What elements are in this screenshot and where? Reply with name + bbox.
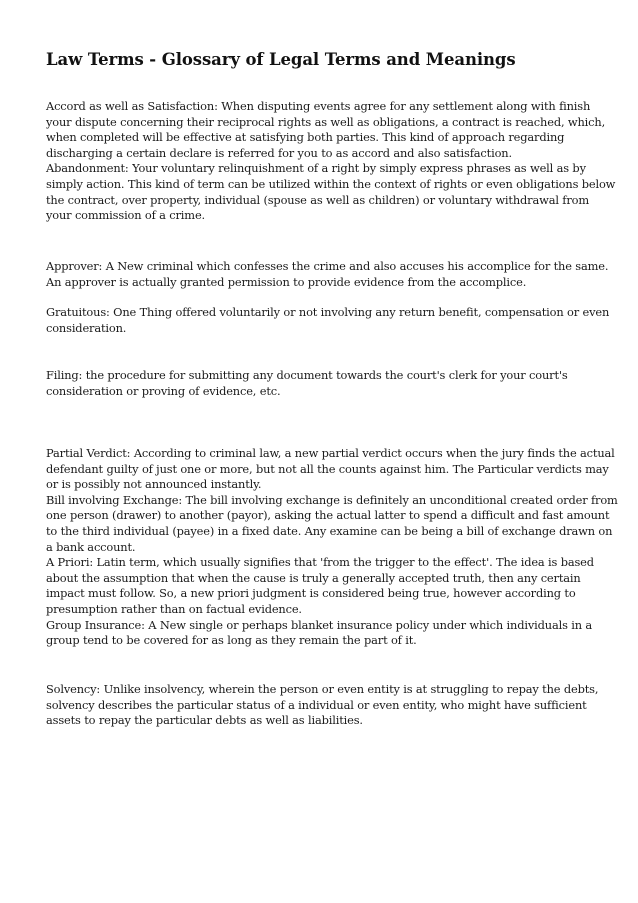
text-line: impact must follow. So, a new priori judgment is considered being true, however according to bbox=[46, 586, 576, 601]
text-line: Group Insurance: A New single or perhaps blanket insurance policy under which individuals in a bbox=[46, 617, 593, 632]
text-line: defendant guilty of just one or more, but not all the counts against him. The Particular verdicts may bbox=[46, 461, 609, 476]
text-line: about the assumption that when the cause is truly a generally accepted truth, then any certain bbox=[46, 570, 581, 585]
paragraph-approver bbox=[46, 259, 609, 290]
text-line: Accord as well as Satisfaction: When disputing events agree for any settlement along with finish bbox=[46, 99, 591, 113]
text-line: solvency describes the particular status of a individual or even entity, who might have sufficient bbox=[46, 697, 587, 712]
text-line: Filing: the procedure for submitting any document towards the court's clerk for your court's bbox=[46, 368, 568, 382]
text-line: consideration or proving of evidence, etc. bbox=[46, 383, 281, 398]
text-line: your dispute concerning their reciprocal rights as well as obligations, a contract is reached, which, bbox=[46, 114, 606, 129]
text-line: discharging a certain declare is referred for you to as accord and also satisfaction. bbox=[46, 145, 512, 160]
paragraph-filing bbox=[46, 368, 598, 399]
text-line: Approver: A New criminal which confesses the crime and also accuses his accomplice for the same. bbox=[46, 259, 609, 273]
paragraph-gratuitous bbox=[46, 305, 610, 336]
page-title: Law Terms - Glossary of Legal Terms and Meanings bbox=[46, 50, 516, 69]
text-line: or is possibly not announced instantly. bbox=[46, 477, 262, 492]
text-line: group tend to be covered for as long as they remain the part of it. bbox=[46, 633, 417, 648]
text-line: assets to repay the particular debts as well as liabilities. bbox=[46, 713, 363, 728]
text-line: one person (drawer) to another (payor), asking the actual latter to spend a difficult and fast amount bbox=[46, 508, 610, 523]
text-line: when completed will be effective at satisfying both parties. This kind of approach regarding bbox=[46, 130, 565, 145]
text-line: presumption rather than on factual evidence. bbox=[46, 601, 302, 616]
text-line: Abandonment: Your voluntary relinquishment of a right by simply express phrases as well as by bbox=[46, 161, 586, 176]
text-line: Bill involving Exchange: The bill involving exchange is definitely an unconditional created order from bbox=[46, 492, 618, 507]
text-line: to the third individual (payee) in a fixed date. Any examine can be being a bill of exchange drawn on bbox=[46, 523, 613, 538]
text-line: An approver is actually granted permission to provide evidence from the accomplice. bbox=[46, 274, 527, 289]
paragraph-solvency bbox=[46, 682, 598, 729]
text-line: your commission of a crime. bbox=[46, 208, 206, 223]
text-line: Partial Verdict: According to criminal law, a new partial verdict occurs when the jury finds the actual bbox=[46, 446, 615, 460]
paragraph-partial-verdict-group-insurance bbox=[46, 446, 618, 649]
text-line: consideration. bbox=[46, 320, 127, 335]
paragraph-accord-abandonment bbox=[46, 99, 616, 224]
text-line: a bank account. bbox=[46, 539, 136, 554]
text-line: simply action. This kind of term can be utilized within the context of rights or even obligations below bbox=[46, 176, 616, 191]
text-line: A Priori: Latin term, which usually signifies that 'from the trigger to the effect'. The idea is based bbox=[46, 555, 594, 570]
text-line: Gratuitous: One Thing offered voluntarily or not involving any return benefit, compensation or even bbox=[46, 305, 610, 319]
text-line: the contract, over property, individual (spouse as well as children) or voluntary withdrawal from bbox=[46, 192, 590, 207]
text-line: Solvency: Unlike insolvency, wherein the person or even entity is at struggling to repay the debts, bbox=[46, 682, 599, 696]
